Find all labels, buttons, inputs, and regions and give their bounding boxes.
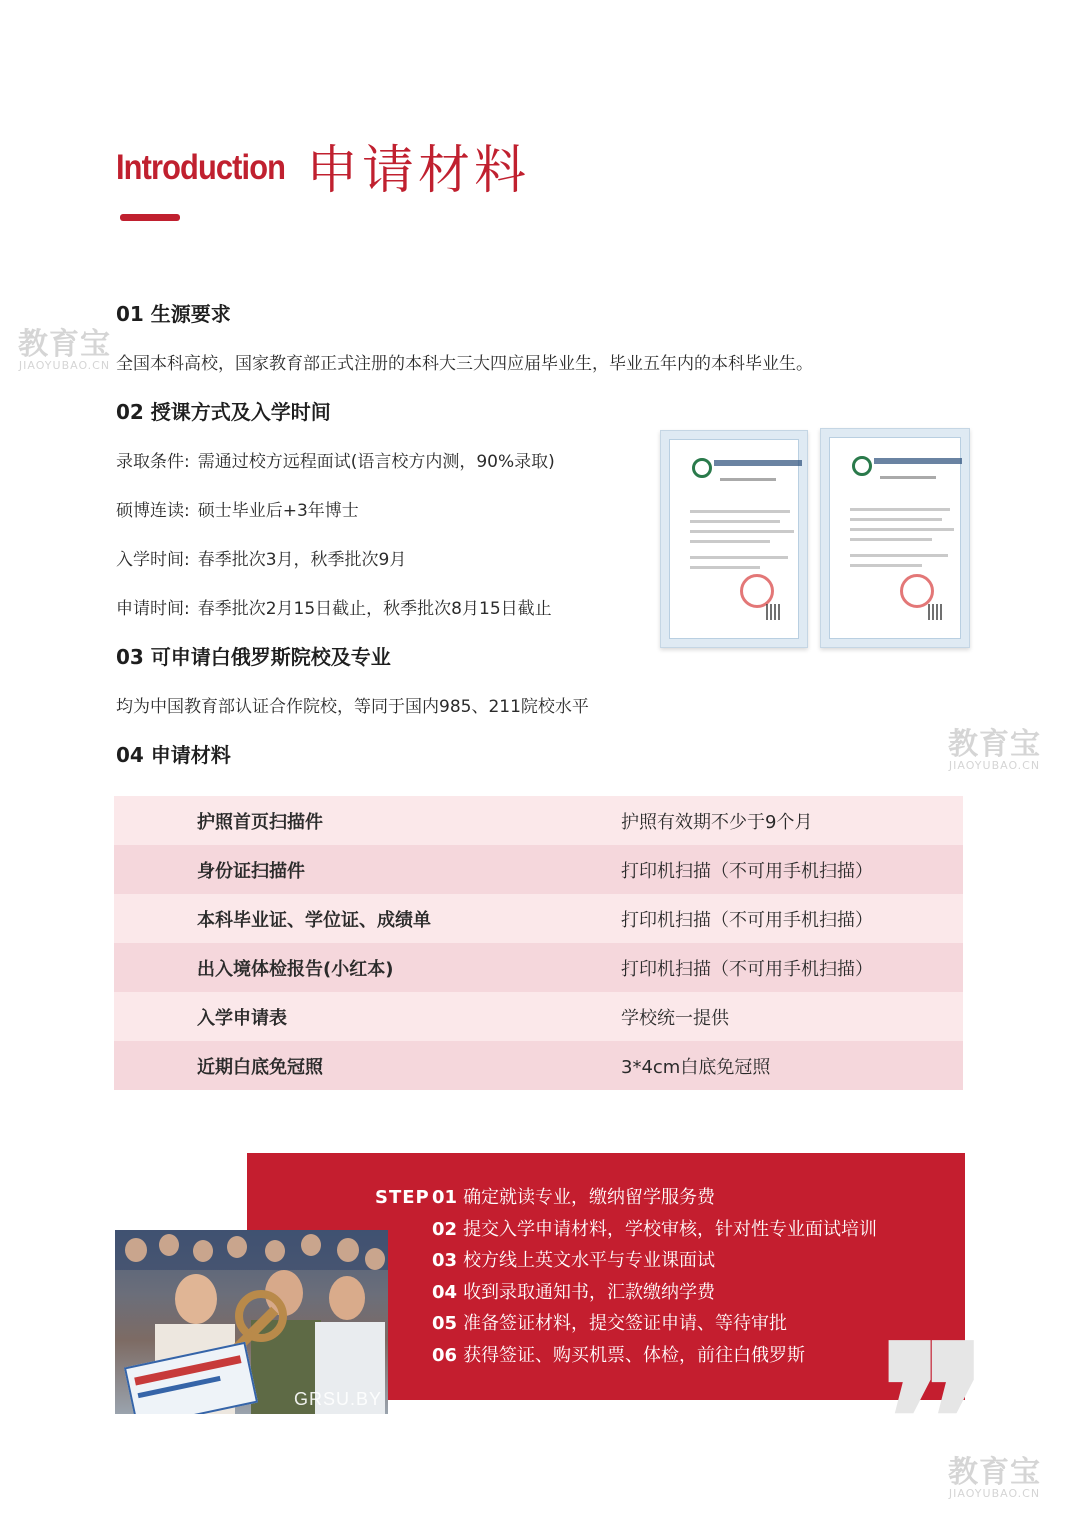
material-note: 打印机扫描（不可用手机扫描） (621, 958, 873, 980)
material-item: 本科毕业证、学位证、成绩单 (197, 909, 431, 931)
step-text: 提交入学申请材料，学校审核，针对性专业面试培训 (463, 1218, 878, 1240)
title-underline (120, 214, 180, 221)
material-item: 护照首页扫描件 (197, 811, 323, 833)
info-line (116, 496, 359, 521)
certificate-image (660, 430, 808, 648)
table-row (114, 992, 963, 1041)
info-value: 春季批次3月，秋季批次9月 (197, 550, 407, 570)
section-heading-03: 03 可申请白俄罗斯院校及专业 (116, 645, 391, 669)
materials-table (114, 796, 963, 1090)
step-number: 05 (432, 1313, 458, 1335)
step-number: 04 (432, 1281, 458, 1303)
step-text: 获得签证、购买机票、体检，前往白俄罗斯 (463, 1344, 806, 1366)
watermark-logo-top: 教育宝 JIAOYUBAO.CN (18, 327, 111, 372)
step-number: 02 (432, 1218, 458, 1240)
certificate-logo-icon (852, 456, 872, 476)
quote-mark-icon: ❞ (880, 1302, 958, 1537)
step-number: 03 (432, 1250, 458, 1272)
table-row (114, 894, 963, 943)
step-label: STEP (375, 1187, 430, 1208)
material-note: 打印机扫描（不可用手机扫描） (621, 909, 873, 931)
step-item (432, 1308, 877, 1340)
watermark-logo-middle: 教育宝 JIAOYUBAO.CN (948, 727, 1041, 772)
table-row (114, 796, 963, 845)
section-text-03: 均为中国教育部认证合作院校，等同于国内985、211院校水平 (116, 697, 589, 717)
material-note: 护照有效期不少于9个月 (621, 811, 813, 833)
qr-code-icon (766, 604, 782, 620)
step-text: 确定就读专业，缴纳留学服务费 (463, 1187, 716, 1208)
table-row (114, 1041, 963, 1090)
material-item: 身份证扫描件 (197, 860, 305, 882)
step-text: 校方线上英文水平与专业课面试 (463, 1250, 716, 1272)
certificate-logo-icon (692, 458, 712, 478)
material-item: 出入境体检报告(小红本) (197, 958, 394, 980)
seal-icon (900, 574, 934, 608)
material-item: 近期白底免冠照 (197, 1056, 323, 1078)
seal-icon (740, 574, 774, 608)
step-number: 01 (432, 1187, 458, 1208)
step-item (432, 1277, 877, 1309)
info-label: 硕博连读: (116, 501, 190, 521)
info-value: 硕士毕业后+3年博士 (197, 501, 359, 521)
info-line (116, 447, 555, 472)
section-heading-04: 04 申请材料 (116, 743, 231, 767)
step-item (432, 1245, 877, 1277)
info-label: 入学时间: (116, 550, 190, 570)
info-line (116, 545, 406, 570)
ticket-prop (124, 1342, 258, 1414)
table-row (114, 943, 963, 992)
page-title: 申请材料 (306, 141, 531, 201)
students-photo (115, 1230, 388, 1414)
step-item (432, 1182, 877, 1214)
info-label: 申请时间: (116, 599, 190, 619)
watermark-logo-bottom: 教育宝 JIAOYUBAO.CN (948, 1455, 1041, 1500)
info-label: 录取条件: (116, 452, 190, 472)
table-row (114, 845, 963, 894)
material-note: 学校统一提供 (621, 1007, 729, 1029)
material-note: 打印机扫描（不可用手机扫描） (621, 860, 873, 882)
key-prop-icon (235, 1290, 287, 1342)
section-heading-01: 01 生源要求 (116, 302, 231, 326)
step-text: 收到录取通知书，汇款缴纳学费 (463, 1281, 716, 1303)
section-text-01: 全国本科高校，国家教育部正式注册的本科大三大四应届毕业生，毕业五年内的本科毕业生。 (116, 354, 813, 374)
info-value: 需通过校方远程面试(语言校方内测，90%录取) (197, 452, 555, 472)
step-item (432, 1214, 877, 1246)
qr-code-icon (928, 604, 944, 620)
section-heading-02: 02 授课方式及入学时间 (116, 400, 331, 424)
step-number: 06 (432, 1344, 458, 1366)
step-text: 准备签证材料，提交签证申请、等待审批 (463, 1313, 788, 1335)
photo-watermark: GRSU.BY (293, 1389, 382, 1409)
certificate-image (820, 428, 970, 648)
step-item (432, 1340, 877, 1372)
material-note: 3*4cm白底免冠照 (621, 1056, 771, 1078)
info-line (116, 594, 552, 619)
info-value: 春季批次2月15日截止，秋季批次8月15日截止 (197, 599, 552, 619)
step-list (432, 1182, 877, 1372)
material-item: 入学申请表 (197, 1007, 287, 1029)
intro-label: Introduction (116, 148, 286, 187)
